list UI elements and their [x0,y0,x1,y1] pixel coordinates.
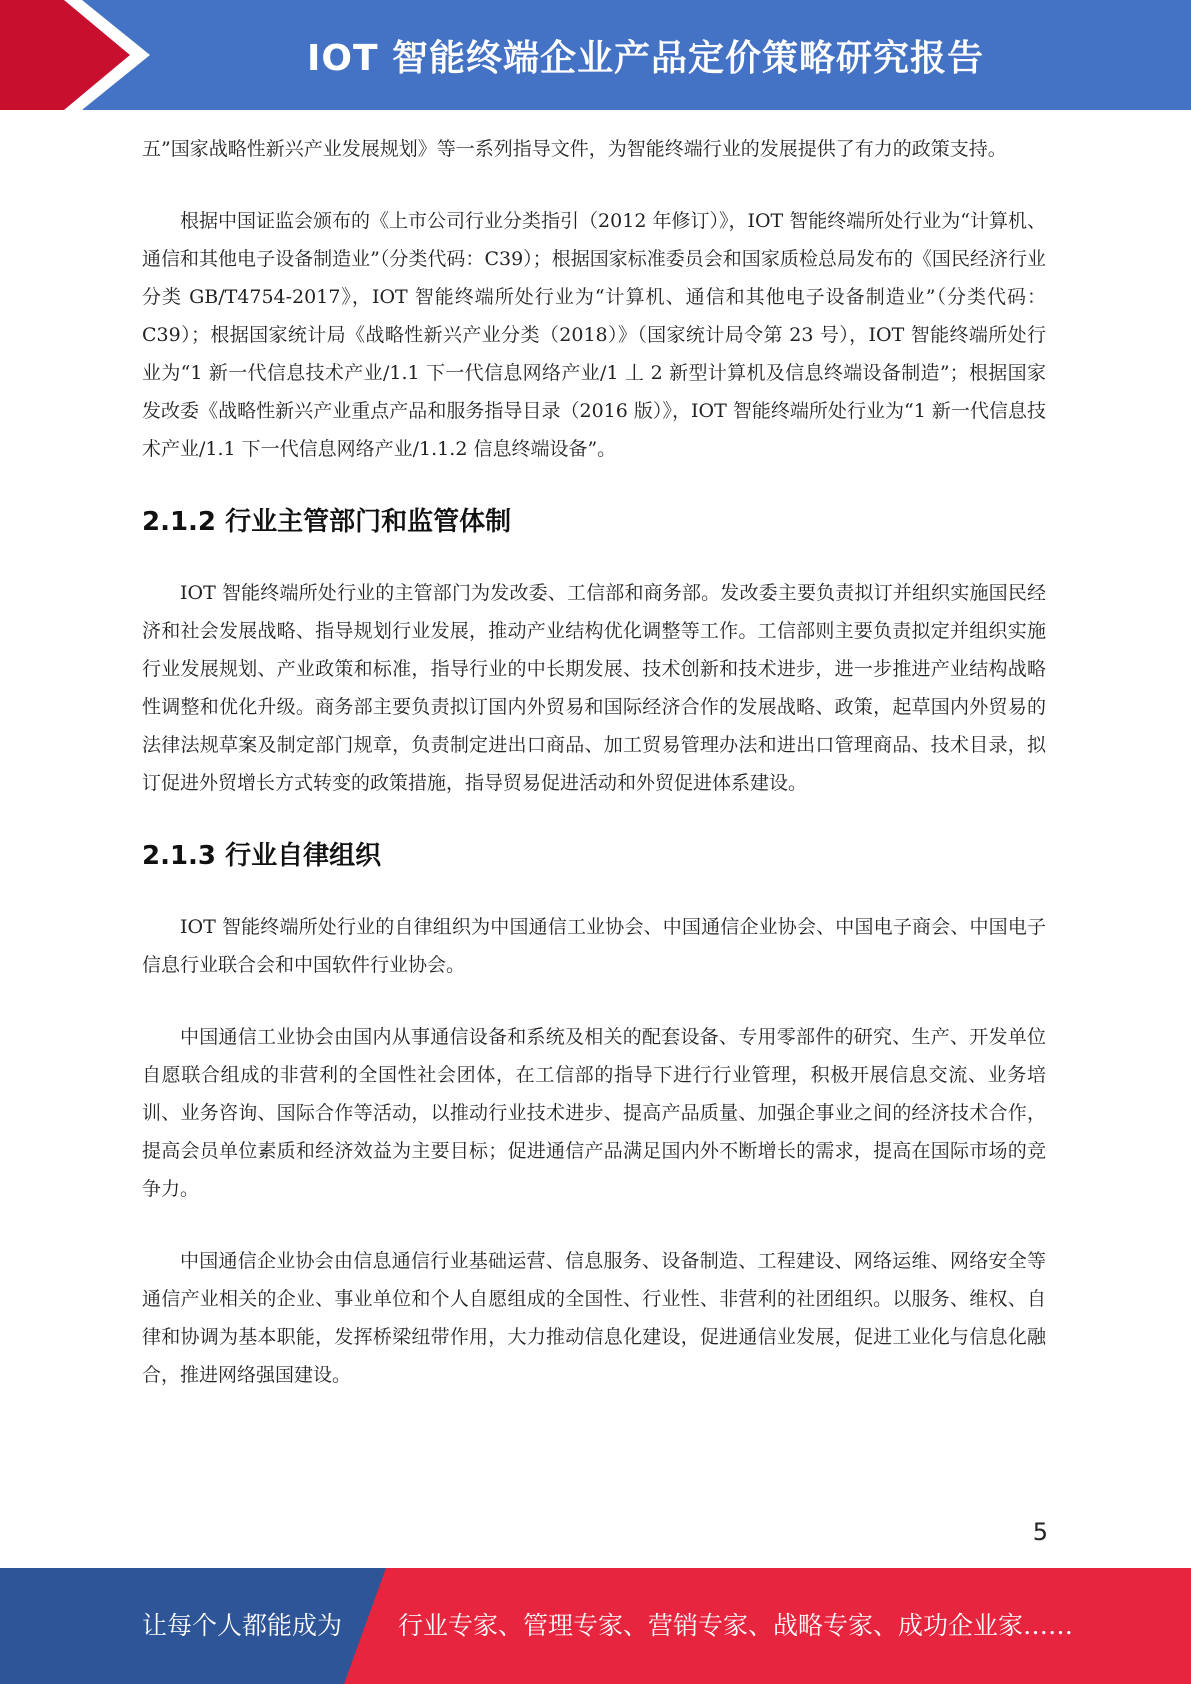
section-heading-2-1-2: 2.1.2 行业主管部门和监管体制 [142,507,512,537]
page-body [142,130,1046,1428]
footer-slogan-left: 让每个人都能成为 [142,1611,343,1640]
paragraph-regulators: IOT 智能终端所处行业的主管部门为发改委、工信部和商务部。发改委主要负责拟订并组织实施国民经济和社会发展战略、指导规划行业发展，推动产业结构优化调整等工作。工信部则主要负责拟定并组织实施行业发展规划、产业政策和标准，指导行业的中长期发展、技术创新和技术进步，进一步推进产业结构战略性调整和优化升级。商务部主要负责拟订国内外贸易和国际经济合作的发展战略、政策，起草国内外贸易的法律法规草案及制定部门规章，负责制定进出口商品、加工贸易管理办法和进出口管理商品、技术目录，拟订促进外贸增长方式转变的政策措施，指导贸易促进活动和外贸促进体系建设。 [142,582,1046,794]
page-footer [0,1568,1191,1684]
paragraph-ccia-industry: 中国通信工业协会由国内从事通信设备和系统及相关的配套设备、专用零部件的研究、生产、开发单位自愿联合组成的非营利的全国性社会团体，在工信部的指导下进行行业管理，积极开展信息交流、业务培训、业务咨询、国际合作等活动，以推动行业技术进步、提高产品质量、加强企事业之间的经济技术合作，提高会员单位素质和经济效益为主要目标；促进通信产品满足国内外不断增长的需求，提高在国际市场的竞争力。 [142,1026,1046,1200]
footer-slogan-right: 行业专家、管理专家、营销专家、战略专家、成功企业家…… [398,1611,1074,1640]
paragraph-ccia-enterprise: 中国通信企业协会由信息通信行业基础运营、信息服务、设备制造、工程建设、网络运维、网络安全等通信产业相关的企业、事业单位和个人自愿组成的全国性、行业性、非营利的社团组织。以服务、维权、自律和协调为基本职能，发挥桥梁纽带作用，大力推动信息化建设，促进通信业发展，促进工业化与信息化融合，推进网络强国建设。 [142,1250,1046,1386]
paragraph-self-regulatory-orgs: IOT 智能终端所处行业的自律组织为中国通信工业协会、中国通信企业协会、中国电子商会、中国电子信息行业联合会和中国软件行业协会。 [142,916,1046,976]
page-number: 5 [1032,1518,1048,1546]
paragraph-continued: 五”国家战略性新兴产业发展规划》等一系列指导文件，为智能终端行业的发展提供了有力的政策支持。 [142,138,1007,160]
paragraph-industry-classification: 根据中国证监会颁布的《上市公司行业分类指引（2012 年修订）》，IOT 智能终端所处行业为“计算机、通信和其他电子设备制造业”（分类代码：C39）；根据国家标准委员会和国家质检总局发布的《国民经济行业分类 GB/T4754-2017》，IOT 智能终端所处行业为“计算机、通信和其他电子设备制造业”（分类代码：C39）；根据国家统计局《战略性新兴产业分类（2018）》（国家统计局令第 23 号），IOT 智能终端所处行业为“1 新一代信息技术产业/1.1 下一代信息网络产业/1 丄 2 新型计算机及信息终端设备制造”；根据国家发改委《战略性新兴产业重点产品和服务指导目录（2016 版）》，IOT 智能终端所处行业为“1 新一代信息技术产业/1.1 下一代信息网络产业/1.1.2 信息终端设备”。 [142,210,1046,460]
page-header [0,0,1191,110]
section-heading-2-1-3: 2.1.3 行业自律组织 [142,841,382,871]
report-title: IOT 智能终端企业产品定价策略研究报告 [306,37,985,79]
